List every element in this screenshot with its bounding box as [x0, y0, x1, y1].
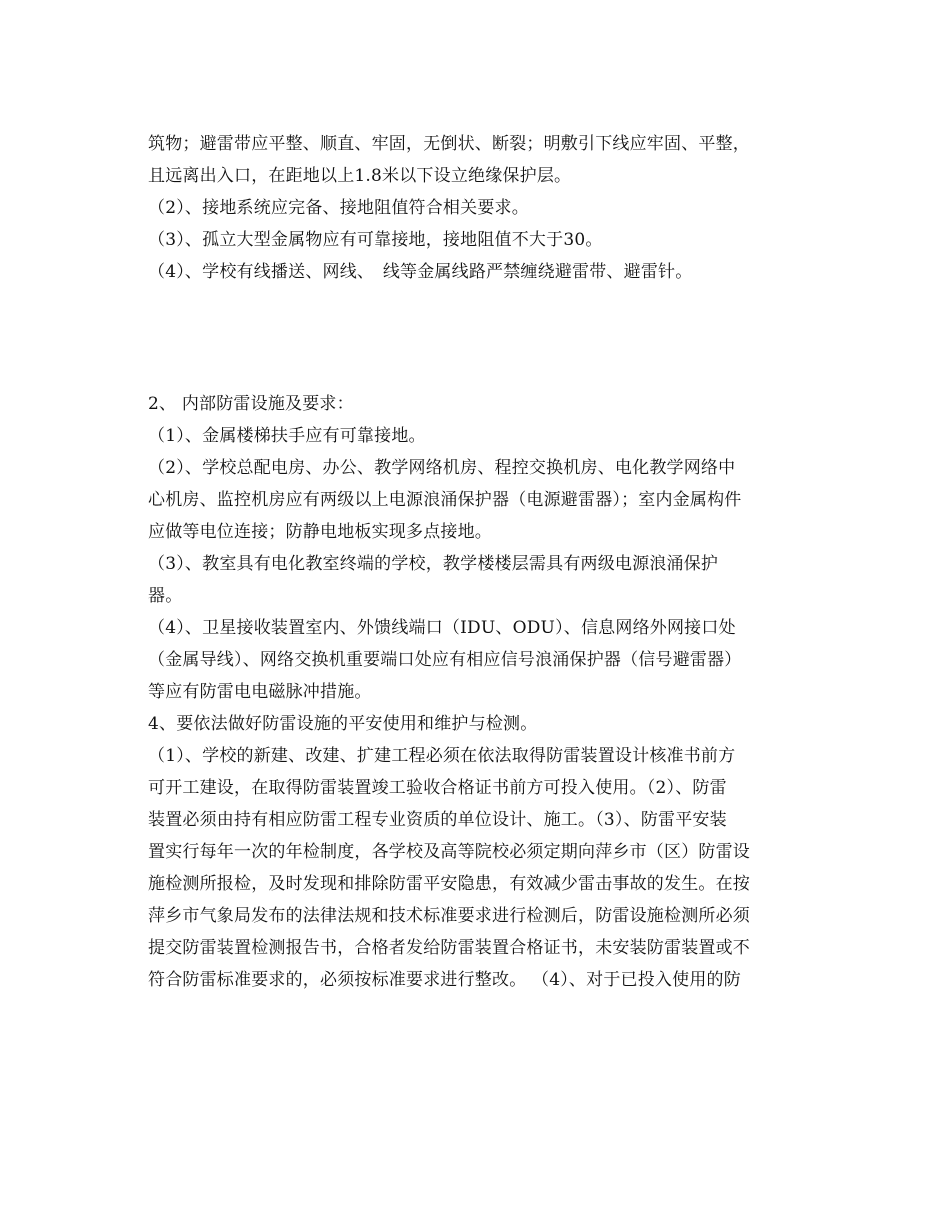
text-line: 器。 — [148, 586, 183, 606]
text-line: 应做等电位连接；防静电地板实现多点接地。 — [148, 522, 492, 542]
text-line: 装置必须由持有相应防雷工程专业资质的单位设计、施工。（3）、防雷平安装 — [148, 810, 727, 830]
text-line: （金属导线）、网络交换机重要端口处应有相应信号浪涌保护器（信号避雷器） — [148, 650, 742, 670]
text-line: （3）、孤立大型金属物应有可靠接地，接地阻值不大于30。 — [148, 230, 603, 250]
text-line: （4）、卫星接收装置室内、外馈线端口（IDU、ODU）、信息网络外网接口处 — [148, 618, 736, 638]
text-line: 置实行每年一次的年检制度，各学校及高等院校必须定期向萍乡市（区）防雷设 — [148, 842, 750, 862]
text-line: （3）、教室具有电化教室终端的学校，教学楼楼层需具有两级电源浪涌保护 — [148, 554, 719, 574]
text-line: 等应有防雷电电磁脉冲措施。 — [148, 682, 372, 702]
text-line: 提交防雷装置检测报告书，合格者发给防雷装置合格证书，未安装防雷装置或不 — [148, 938, 750, 958]
text-line: 筑物；避雷带应平整、顺直、牢固，无倒状、断裂；明敷引下线应牢固、平整， — [148, 134, 750, 154]
text-line: 可开工建设，在取得防雷装置竣工验收合格证书前方可投入使用。（2）、防雷 — [148, 778, 727, 798]
text-line: （2）、接地系统应完备、接地阻值符合相关要求。 — [148, 198, 529, 218]
text-line: 萍乡市气象局发布的法律法规和技术标准要求进行检测后，防雷设施检测所必须 — [148, 906, 750, 926]
section-heading: 2、 内部防雷设施及要求： — [148, 394, 354, 414]
section-heading: 4、要依法做好防雷设施的平安使用和维护与检测。 — [148, 714, 538, 734]
document-page — [148, 128, 808, 996]
text-line: 且远离出入口，在距地以上1.8米以下设立绝缘保护层。 — [148, 166, 572, 186]
text-line: （2）、学校总配电房、办公、教学网络机房、程控交换机房、电化教学网络中 — [148, 458, 736, 478]
internal-protection-section — [148, 388, 808, 996]
text-line: 符合防雷标准要求的，必须按标准要求进行整改。 （4）、对于已投入使用的防 — [148, 970, 741, 990]
section-spacer — [148, 288, 808, 388]
external-protection-section — [148, 128, 808, 288]
text-line: （1）、学校的新建、改建、扩建工程必须在依法取得防雷装置设计核准书前方 — [148, 746, 736, 766]
text-line: （1）、金属楼梯扶手应有可靠接地。 — [148, 426, 426, 446]
text-line: 心机房、监控机房应有两级以上电源浪涌保护器（电源避雷器）；室内金属构件 — [148, 490, 742, 510]
text-line: （4）、学校有线播送、网线、 线等金属线路严禁缠绕避雷带、避雷针。 — [148, 262, 693, 282]
text-line: 施检测所报检，及时发现和排除防雷平安隐患，有效减少雷击事故的发生。在按 — [148, 874, 750, 894]
